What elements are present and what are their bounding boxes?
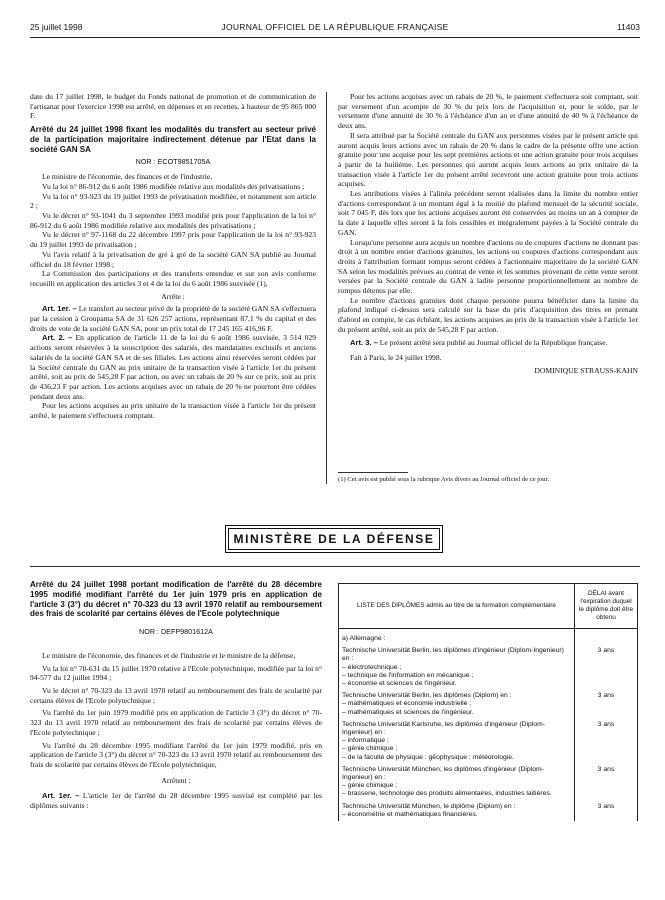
article-2-gan [30,333,316,401]
decree-title-polytechnique: Arrêté du 24 juillet 1998 portant modification de l'arrêté du 28 décembre 1995 modifié modifiant l'arrêté du 1er juin 1979 pris en application de l'article 3 (3°) du décret n° 70-323 du 13 avril 1970 relatif au remboursement des frais de scolarité par certains élèves de l'Ecole polytechnique [30,580,322,619]
list-item: – économie et sciences de l'ingénieur. [342,680,457,688]
visa-paragraph: Vu l'arrêté du 28 décembre 1995 modifiant l'arrêté du 1er juin 1979 modifié, pris en application de l'article 3 (3°) du décret n° 70-323 du 13 avril 1970 relatif au remboursement des frais de scolarité par certains élèves de l'Ecole polytechnique, [30,740,322,769]
list-item: – génie chimique ; [342,745,398,753]
country-label: a) Allemagne : [339,629,575,646]
diploma-cell [339,645,575,690]
table-row [339,719,638,764]
arrete-heading: Arrête : [161,291,185,301]
diploma-name: Technische Universität Berlin, les diplômes d'ingénieur (Diplom-Ingenieur) en : [342,647,564,663]
visa-paragraph: Le ministre de l'économie, des finances et de l'industrie, [42,172,213,182]
table-row [339,801,638,821]
article-label: Art. 1er. – [42,304,77,314]
visa-paragraph: Vu la loi n° 93-923 du 19 juillet 1993 de privatisation modifiée, et notamment son article 2 ; [30,191,316,211]
column-divider [326,92,327,484]
list-item: – génie chimique ; [342,782,398,790]
list-item: – brasserie, technologie des produits alimentaires, industries laitières. [342,790,552,798]
diploma-cell [339,764,575,801]
list-item: – de la faculté de physique : géophysique ; météorologie. [342,753,514,761]
article-label: Art. 2. – [42,333,73,343]
delay-cell: 3 ans [575,764,638,801]
signing-place-date: Fait à Paris, le 24 juillet 1998. [350,353,442,363]
article-3-gan [338,338,638,348]
column-header-diplomas: LISTE DES DIPLÔMES admis au titre de la formation complémentaire [339,584,575,629]
diploma-name: Technische Universität Berlin, les diplômes (Diplom) en : [342,692,512,700]
diploma-name: Technische Universität München, le diplôme (Diplom) en : [342,802,516,810]
section-rule [30,566,640,567]
body-paragraph: Les attributions visées à l'alinéa précédent seront réalisées dans la limite du nombre entier d'actions correspondant à un montant égal à la moitié du plafond mensuel de la sécurité sociale, soit 7 045 F, dès lors que les actions acquises auront été conservées au moins un an à compter de la date à laquelle elles seront à la fois cessibles et intégralement payées à la Société centrale du GAN. [338,189,638,237]
diploma-cell [339,719,575,764]
list-item: – mathématiques et économie industrielle ; [342,700,472,708]
article-text: Le présent arrêté sera publié au Journal officiel de la République française. [379,337,608,347]
footnote-rule [338,472,408,473]
list-item: – économétrie et mathématiques financières. [342,810,478,818]
arretent-heading: Arrêtent : [161,775,191,785]
delay-cell: 3 ans [575,801,638,821]
table-row [339,645,638,690]
nor-reference-defense: NOR : DEFP9801612A [139,627,213,637]
article-text: Le transfert au secteur privé de la propriété de la société GAN SA s'effectuera par la cession à Groupama SA de 31 626 257 actions, représentant 87,1 % du capital et des droits de vote de la société GAN SA, pour un prix total de 17 245 165 416,96 F. [30,304,316,333]
header-page-number: 11403 [616,22,640,32]
article-1-defense [30,791,322,810]
diploma-name: Technische Universität München, les diplômes d'ingénieur (Diplom-Ingenieur) en : [342,765,544,782]
left-bottom-column [30,576,322,811]
delay-cell: 3 ans [575,690,638,719]
visa-paragraph: Vu l'avis relatif à la privatisation de gré à gré de la société GAN SA publié au Journal officiel du 18 février 1998 ; [30,249,316,269]
visa-paragraph: Vu le décret n° 70-323 du 13 avril 1970 relatif au remboursement des frais de scolarité par certains élèves de l'Ecole polytechnique ; [30,686,322,705]
diploma-table [338,583,638,821]
delay-cell: 3 ans [575,719,638,764]
body-paragraph: Lorsqu'une personne aura acquis un nombre d'actions ou de coupures d'actions ne donnant pas droit à un nombre entier d'actions gratuites, les actions ou coupures d'actions correspondant aux droits à l'attribution formant rompus seront cédées à l'actionnaire majoritaire de la société GAN SA selon les modalités prévues au contrat de vente et les sommes provenant de cette vente seront versées par la Société centrale du GAN à ladite personne proportionnellement au nombre de rompus détenus par elle. [338,237,638,296]
delay-cell: 3 ans [575,645,638,690]
left-top-column [30,92,316,421]
right-top-column [338,92,638,376]
article-label: Art. 1er. – [42,791,80,801]
table-row [339,764,638,801]
page-header [30,22,640,36]
header-date: 25 juillet 1998 [30,22,83,32]
body-paragraph: Le nombre d'actions gratuites dont chaque personne pourra bénéficier dans la limite du plafond indiqué ci-dessus sera calculé sur la base du prix d'acquisition des titres en prenant d'abord en compte, le cas échéant, les actions acquises au prix de la transaction visée à l'article 1er du présent arrêté, soit au prix de 545,28 F par action. [338,295,638,334]
diploma-cell [339,801,575,821]
column-header-delay: DÉLAI avant l'expiration duquel le diplôme doit être obtenu [575,584,638,629]
visa-paragraph: Vu la loi n° 86-912 du 6 août 1986 modifiée relative aux modalités des privatisations ; [42,181,305,191]
article-1-gan [30,304,316,333]
nor-reference-gan: NOR : ECOT9851705A [135,156,211,166]
section-title-defense: MINISTÈRE DE LA DÉFENSE [228,528,440,550]
header-journal-title: JOURNAL OFFICIEL DE LA RÉPUBLIQUE FRANÇAISE [221,22,449,32]
payment-paragraph: Pour les actions acquises au prix unitaire de la transaction visée à l'article 1er du présent arrêté, le paiement s'effectuera comptant. [30,401,316,421]
visa-paragraph: Vu le décret n° 93-1041 du 3 septembre 1993 modifié pris pour l'application de la loi n° 86-912 du 6 août 1986 modifiée relative aux modalités des privatisations ; [30,211,316,230]
diploma-cell [339,690,575,719]
intro-paragraph: date du 17 juillet 1998, le budget du Fonds national de promotion et de communication de l'artisanat pour l'exercice 1998 est arrêté, en dépenses et en recettes, à hauteur de 95 865 000 F. [30,92,316,121]
article-text: L'article 1er de l'arrêté du 28 décembre 1995 susvisé est complété par les diplômes suivants : [30,791,322,811]
body-paragraph: Il sera attribué par la Société centrale du GAN aux personnes visées par le présent article qui auront acquis leurs actions avec un rabais de 20 % dans le cadre de la présente offre une action gratuite pour une acquise pour les sept premières actions et une action gratuite pour trois acquises à partir de la huitième. Les personnes qui auront acquis leurs actions au prix unitaire de la transaction visée à l'article 1er du présent arrêté recevront une action gratuite pour trois actions acquises. [338,130,638,189]
signature: DOMINIQUE STRAUSS-KAHN [534,365,638,375]
list-item: – mathématiques et sciences de l'ingénieur. [342,708,474,716]
header-rule [30,37,640,38]
list-item: – informatique ; [342,737,389,745]
visa-paragraph: La Commission des participations et des transferts entendue et sur son avis conforme recueilli en application des articles 3 et 4 de la loi du 6 août 1986 susvisée (1), [30,269,316,288]
table-row [339,690,638,719]
table-header-row [339,584,638,629]
footnote: (1) Cet avis est publié sous la rubrique Avis divers au Journal officiel de ce jour. [338,476,550,483]
visa-paragraph: Vu le décret n° 97-1168 du 22 décembre 1997 pris pour l'application de la loi n° 93-923 du 19 juillet 1993 de privatisation ; [30,230,316,250]
article-text: En application de l'article 11 de la loi du 6 août 1986 susvisée, 3 514 029 actions seront réservées à la souscription des salariés, des mandataires exclusifs et anciens salariés de la société GAN SA et de ses filiales. Les actions ainsi réservées seront cédées par la Société centrale du GAN au prix unitaire de la transaction visée à l'article 1er du présent arrêté, soit au prix de 545,28 F par action, ou avec un rabais de 20 % sur ce prix, soit au prix de 436,23 F par action. Les actions acquises avec un rabais de 20 % ne pourront être cédées pendant deux ans. [30,333,316,401]
diploma-name: Technische Universität Karlsruhe, les diplômes d'ingénieur (Diplom-Ingenieur) en : [342,720,546,737]
visa-paragraph: Le ministre de l'économie, des finances et de l'industrie et le ministre de la défense, [42,650,296,660]
article-label: Art. 3. – [350,337,378,347]
table-row [339,629,638,646]
decree-title-gan: Arrêté du 24 juillet 1998 fixant les modalités du transfert au secteur privé de la participation majoritaire indirectement détenue par l'Etat dans la société GAN SA [30,125,316,154]
visa-paragraph: Vu la loi n° 70-631 du 15 juillet 1970 relative à l'Ecole polytechnique, modifiée par la loi n° 94-577 du 12 juillet 1994 ; [30,663,322,683]
visa-paragraph: Vu l'arrêté du 1er juin 1979 modifié pris en application de l'article 3 (3°) du décret n° 70-323 du 13 avril 1970 relatif au remboursement des frais de scolarité par certains élèves de l'Ecole polytechnique ; [30,708,322,737]
list-item: – technique de l'information en mécanique ; [342,671,474,679]
list-item: – électrotechnique ; [342,663,402,671]
body-paragraph: Pour les actions acquises avec un rabais de 20 %, le paiement s'effectuera soit comptant, soit par versement d'un acompte de 30 % du prix lors de l'acquisition et, pour le solde, par le versement d'une annuité de 30 % à l'échéance d'un an et d'une annuité de 40 % à l'échéance de deux ans. [338,92,638,131]
